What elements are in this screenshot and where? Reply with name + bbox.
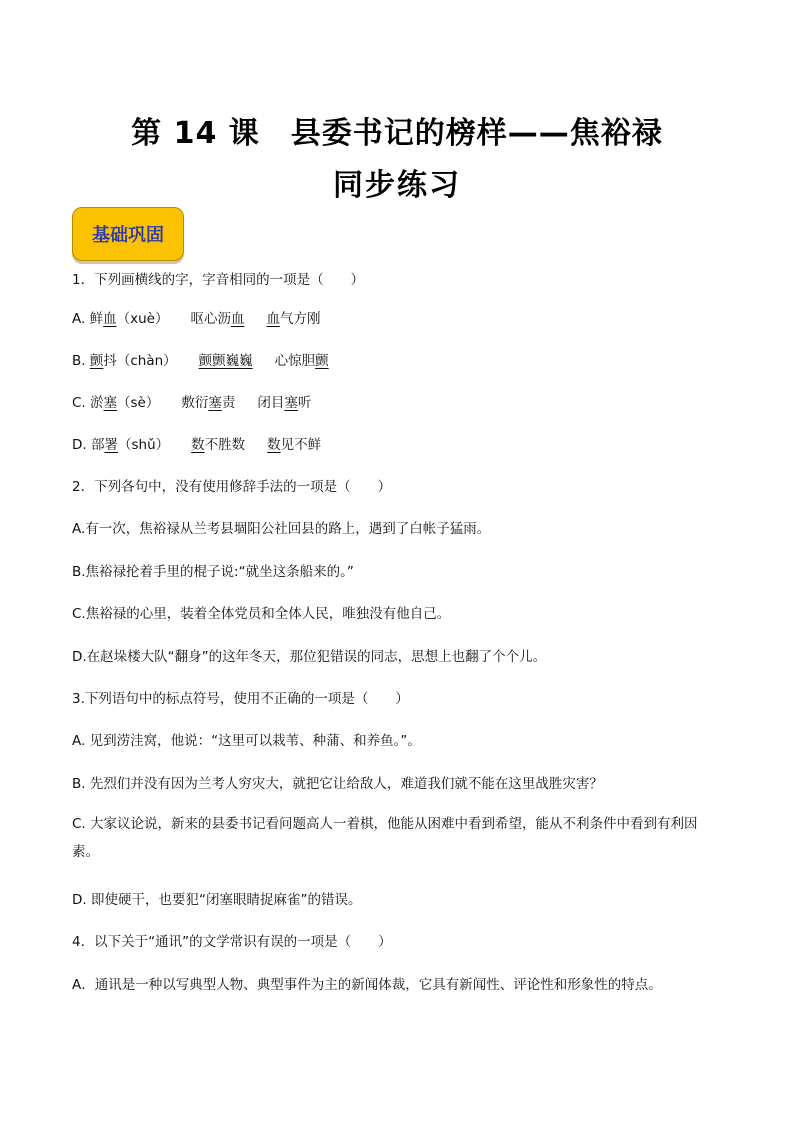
- q2-option-b: B.焦裕禄抡着手里的棍子说:“就坐这条船来的。”: [72, 564, 354, 580]
- section-badge: [72, 207, 184, 261]
- lesson-title: 第 14 课 县委书记的榜样——焦裕禄: [131, 116, 663, 151]
- q3-stem: 3.下列语句中的标点符号，使用不正确的一项是（ ）: [72, 691, 409, 707]
- q2-stem: 2．下列各句中，没有使用修辞手法的一项是（ ）: [72, 479, 392, 495]
- q1-option-d: D. 部署（shǔ） 数不胜数 数见不鲜: [72, 437, 322, 453]
- lesson-subtitle: 同步练习: [333, 168, 461, 203]
- q2-option-c: C.焦裕禄的心里，装着全体党员和全体人民，唯独没有他自己。: [72, 606, 451, 622]
- q2-option-a: A.有一次，焦裕禄从兰考县堌阳公社回县的路上，遇到了白帐子猛雨。: [72, 521, 491, 537]
- q3-option-d: D. 即使硬干，也要犯“闭塞眼睛捉麻雀”的错误。: [72, 892, 362, 908]
- section-badge-label: 基础巩固: [92, 225, 164, 246]
- q4-option-a: A．通讯是一种以写典型人物、典型事件为主的新闻体裁，它具有新闻性、评论性和形象性的特点。: [72, 977, 662, 993]
- q3-option-c: C. 大家议论说，新来的县委书记看问题高人一着棋，他能从困难中看到希望，能从不利条件中看到有利因素。: [72, 816, 698, 860]
- q3-option-a: A. 见到涝洼窝，他说：“这里可以栽苇、种蒲、和养鱼。”。: [72, 733, 421, 749]
- q1-stem: 1．下列画横线的字，字音相同的一项是（ ）: [72, 272, 365, 288]
- q2-option-d: D.在赵垛楼大队“翻身”的这年冬天，那位犯错误的同志，思想上也翻了个个儿。: [72, 649, 547, 665]
- q1-option-a: A. 鲜血（xuè） 呕心沥血 血气方刚: [72, 311, 321, 327]
- q1-option-c: C. 淤塞（sè） 敷衍塞责 闭目塞听: [72, 395, 312, 411]
- q3-option-b: B. 先烈们并没有因为兰考人穷灾大，就把它让给敌人，难道我们就不能在这里战胜灾害？: [72, 776, 603, 792]
- q1-option-b: B. 颤抖（chàn） 颤颤巍巍 心惊胆颤: [72, 353, 329, 369]
- q4-stem: 4．以下关于“通讯”的文学常识有误的一项是（ ）: [72, 934, 392, 950]
